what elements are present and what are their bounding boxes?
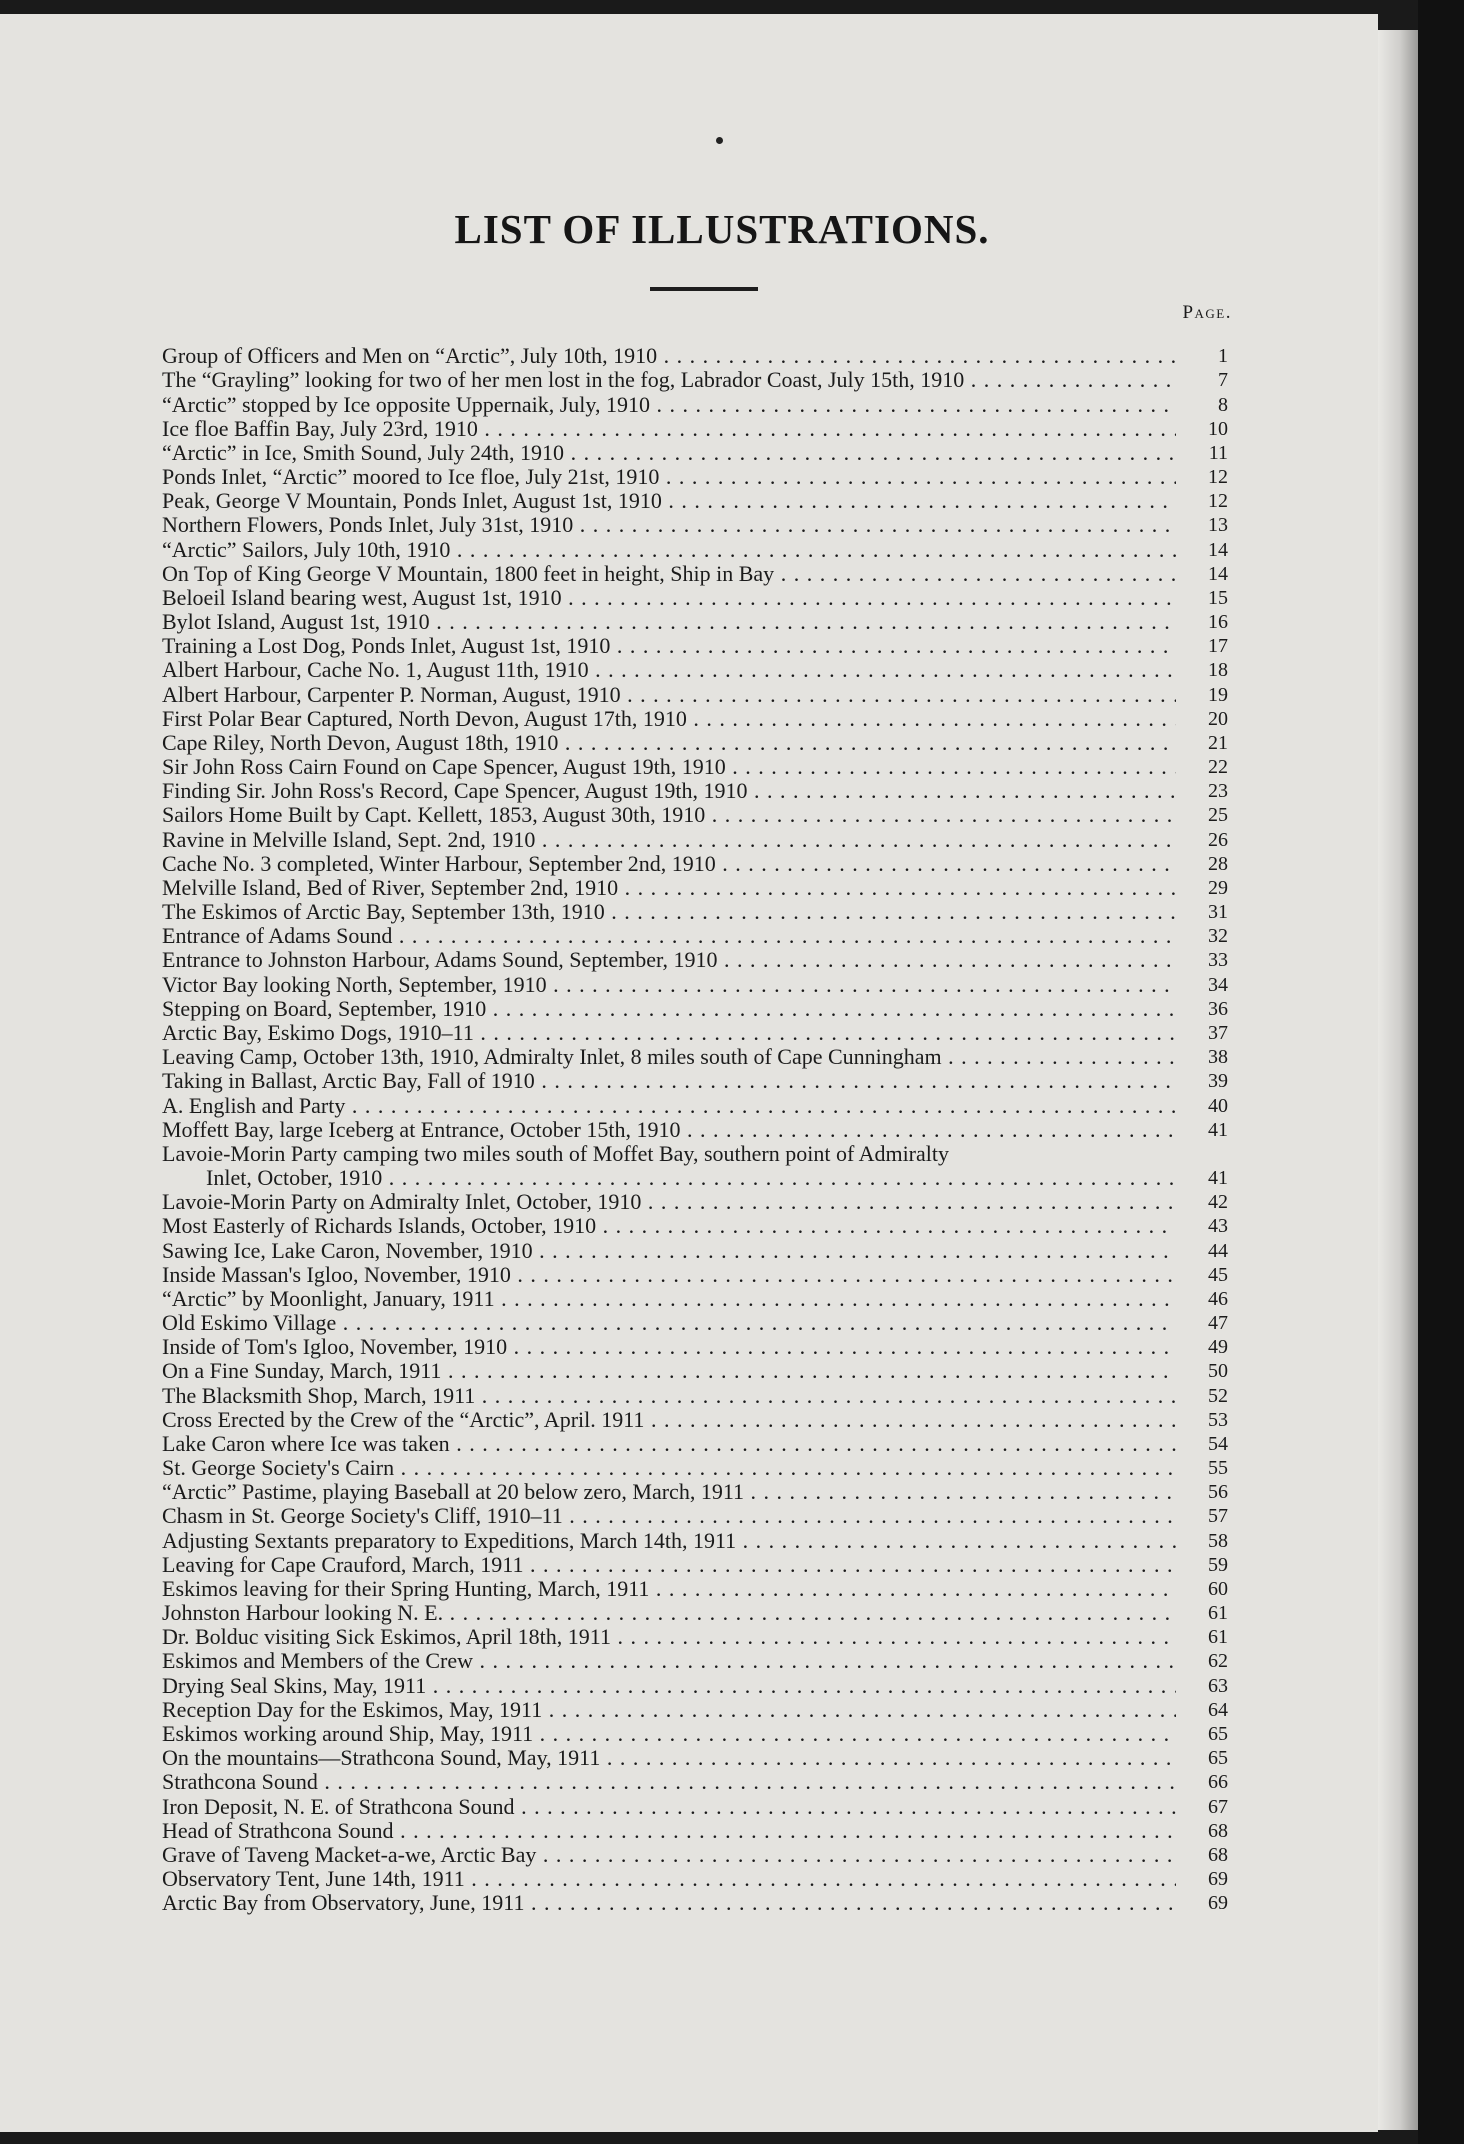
list-item	[162, 1287, 1228, 1311]
entry-caption-line-1: Lavoie-Morin Party camping two miles south of Moffet Bay, southern point of Admiralty	[162, 1142, 949, 1167]
entry-caption: Entrance of Adams Sound . . .	[162, 924, 1176, 948]
ink-dot	[716, 137, 723, 144]
list-item	[162, 513, 1228, 537]
entry-caption: Eskimos working around Ship, May, 1911 . . .	[162, 1722, 1176, 1746]
entry-caption: Training a Lost Dog, Ponds Inlet, August 1st, 1910 . . .	[162, 634, 1176, 658]
list-item	[162, 586, 1228, 610]
list-item	[162, 1118, 1228, 1142]
entry-caption: “Arctic” in Ice, Smith Sound, July 24th, 1910 . . .	[162, 441, 1176, 465]
list-item	[162, 1528, 1228, 1552]
list-item	[162, 852, 1228, 876]
entry-caption: Lavoie-Morin Party on Admiralty Inlet, October, 1910 . . .	[162, 1190, 1176, 1214]
entry-page-number: 43	[1208, 1215, 1228, 1238]
entry-caption: Albert Harbour, Cache No. 1, August 11th, 1910 . . .	[162, 658, 1176, 682]
list-item	[162, 1625, 1228, 1649]
entry-caption: Head of Strathcona Sound . . .	[162, 1819, 1176, 1843]
entry-page-number: 17	[1208, 635, 1228, 658]
entry-page-number: 55	[1208, 1457, 1228, 1480]
entry-caption: Adjusting Sextants preparatory to Expeditions, March 14th, 1911 . . .	[162, 1529, 1176, 1553]
entry-page-number: 12	[1208, 490, 1228, 513]
entry-page-number: 61	[1208, 1602, 1228, 1625]
list-item	[162, 1891, 1228, 1915]
list-item	[162, 344, 1228, 368]
entry-page-number: 49	[1208, 1336, 1228, 1359]
list-item	[162, 707, 1228, 731]
entry-page-number: 65	[1208, 1722, 1228, 1745]
list-item	[162, 1021, 1228, 1045]
entry-caption: Sawing Ice, Lake Caron, November, 1910 . . .	[162, 1239, 1176, 1263]
entry-page-number: 62	[1208, 1650, 1228, 1673]
list-item	[162, 1359, 1228, 1383]
list-item	[162, 779, 1228, 803]
entry-page-number: 61	[1208, 1626, 1228, 1649]
list-item	[162, 562, 1228, 586]
entry-page-number: 29	[1208, 876, 1228, 899]
page-column-heading: Page.	[1182, 302, 1232, 323]
entry-caption: Cross Erected by the Crew of the “Arctic”, April. 1911 . . .	[162, 1408, 1176, 1432]
entry-caption: Northern Flowers, Ponds Inlet, July 31st, 1910 . . .	[162, 513, 1176, 537]
entry-caption: Albert Harbour, Carpenter P. Norman, August, 1910 . . .	[162, 683, 1176, 707]
list-item	[162, 900, 1228, 924]
entry-caption: On the mountains—Strathcona Sound, May, 1911 . . .	[162, 1746, 1176, 1770]
entry-page-number: 68	[1208, 1819, 1228, 1842]
list-item	[162, 1190, 1228, 1214]
list-item	[162, 755, 1228, 779]
list-item	[162, 1794, 1228, 1818]
list-item	[162, 441, 1228, 465]
list-item	[162, 1238, 1228, 1262]
entry-page-number: 42	[1208, 1191, 1228, 1214]
entry-caption: Ravine in Melville Island, Sept. 2nd, 1910 . . .	[162, 828, 1176, 852]
entry-page-number: 65	[1208, 1747, 1228, 1770]
entry-page-number: 52	[1208, 1384, 1228, 1407]
entry-caption: Cache No. 3 completed, Winter Harbour, September 2nd, 1910 . . .	[162, 852, 1176, 876]
entry-caption: Ice floe Baffin Bay, July 23rd, 1910 . . .	[162, 417, 1176, 441]
entry-caption: On Top of King George V Mountain, 1800 feet in height, Ship in Bay . . .	[162, 562, 1176, 586]
list-item	[162, 537, 1228, 561]
entry-page-number: 26	[1208, 828, 1228, 851]
entry-caption: Inside of Tom's Igloo, November, 1910 . . .	[162, 1335, 1176, 1359]
list-item	[162, 1819, 1228, 1843]
entry-page-number: 59	[1208, 1553, 1228, 1576]
entry-caption: Most Easterly of Richards Islands, October, 1910 . . .	[162, 1214, 1176, 1238]
entry-caption: First Polar Bear Captured, North Devon, August 17th, 1910 . . .	[162, 707, 1176, 731]
entry-page-number: 20	[1208, 707, 1228, 730]
entry-caption: “Arctic” Pastime, playing Baseball at 20 below zero, March, 1911 . . .	[162, 1480, 1176, 1504]
list-item	[162, 1553, 1228, 1577]
entry-page-number: 34	[1208, 973, 1228, 996]
list-item	[162, 827, 1228, 851]
list-item	[162, 1069, 1228, 1093]
list-item	[162, 1577, 1228, 1601]
entry-page-number: 46	[1208, 1287, 1228, 1310]
list-item	[162, 1480, 1228, 1504]
list-item	[162, 1142, 1228, 1190]
list-item	[162, 658, 1228, 682]
entry-caption: Dr. Bolduc visiting Sick Eskimos, April 18th, 1911 . . .	[162, 1625, 1176, 1649]
list-item	[162, 731, 1228, 755]
entry-page-number: 1	[1218, 345, 1228, 368]
entry-caption: Leaving Camp, October 13th, 1910, Admiralty Inlet, 8 miles south of Cape Cunningham . . .	[162, 1045, 1176, 1069]
entry-page-number: 15	[1208, 586, 1228, 609]
entry-page-number: 68	[1208, 1843, 1228, 1866]
list-item	[162, 1408, 1228, 1432]
entry-page-number: 11	[1208, 441, 1228, 464]
entry-page-number: 25	[1208, 804, 1228, 827]
entry-caption: Victor Bay looking North, September, 1910 . . .	[162, 973, 1176, 997]
illustrations-list	[162, 344, 1228, 1915]
entry-page-number: 40	[1208, 1094, 1228, 1117]
entry-caption: Ponds Inlet, “Arctic” moored to Ice floe, July 21st, 1910 . . .	[162, 465, 1176, 489]
entry-page-number: 37	[1208, 1021, 1228, 1044]
list-item	[162, 1649, 1228, 1673]
entry-caption: Sir John Ross Cairn Found on Cape Spencer, August 19th, 1910 . . .	[162, 755, 1176, 779]
entry-caption: Grave of Taveng Macket-a-we, Arctic Bay . . .	[162, 1843, 1176, 1867]
entry-caption-line-2: Inlet, October, 1910 . . .	[162, 1166, 1176, 1190]
entry-caption: Drying Seal Skins, May, 1911 . . .	[162, 1674, 1176, 1698]
entry-page-number: 38	[1208, 1046, 1228, 1069]
list-item	[162, 1698, 1228, 1722]
entry-page-number: 32	[1208, 925, 1228, 948]
list-item	[162, 1746, 1228, 1770]
entry-caption: Eskimos leaving for their Spring Hunting, March, 1911 . . .	[162, 1577, 1176, 1601]
entry-caption: Observatory Tent, June 14th, 1911 . . .	[162, 1867, 1176, 1891]
entry-caption: The Blacksmith Shop, March, 1911 . . .	[162, 1384, 1176, 1408]
entry-caption: Iron Deposit, N. E. of Strathcona Sound . . .	[162, 1795, 1176, 1819]
list-item	[162, 1601, 1228, 1625]
entry-page-number: 53	[1208, 1408, 1228, 1431]
entry-page-number: 69	[1208, 1892, 1228, 1915]
entry-page-number: 16	[1208, 611, 1228, 634]
entry-page-number: 44	[1208, 1239, 1228, 1262]
list-item	[162, 1311, 1228, 1335]
entry-page-number: 33	[1208, 949, 1228, 972]
entry-page-number: 64	[1208, 1698, 1228, 1721]
list-item	[162, 1722, 1228, 1746]
list-item	[162, 392, 1228, 416]
entry-page-number: 23	[1208, 780, 1228, 803]
entry-caption: “Arctic” by Moonlight, January, 1911 . . .	[162, 1287, 1176, 1311]
list-item	[162, 1263, 1228, 1287]
entry-caption: Eskimos and Members of the Crew . . .	[162, 1649, 1176, 1673]
entry-page-number: 39	[1208, 1070, 1228, 1093]
list-item	[162, 1843, 1228, 1867]
entry-caption: Arctic Bay from Observatory, June, 1911 . . .	[162, 1891, 1176, 1915]
entry-page-number: 13	[1208, 514, 1228, 537]
entry-page-number: 57	[1208, 1505, 1228, 1528]
book-spine-shadow	[1378, 30, 1418, 2130]
entry-caption	[162, 1142, 1176, 1190]
entry-page-number: 69	[1208, 1868, 1228, 1891]
entry-caption: Beloeil Island bearing west, August 1st, 1910 . . .	[162, 586, 1176, 610]
list-item	[162, 1673, 1228, 1697]
entry-caption: Inside Massan's Igloo, November, 1910 . . .	[162, 1263, 1176, 1287]
entry-caption: Arctic Bay, Eskimo Dogs, 1910–11 . . .	[162, 1021, 1176, 1045]
entry-caption: Cape Riley, North Devon, August 18th, 1910 . . .	[162, 731, 1176, 755]
list-item	[162, 1432, 1228, 1456]
entry-page-number: 8	[1218, 393, 1228, 416]
entry-page-number: 22	[1208, 756, 1228, 779]
list-item	[162, 1335, 1228, 1359]
list-item	[162, 634, 1228, 658]
entry-page-number: 21	[1208, 731, 1228, 754]
entry-page-number: 10	[1208, 417, 1228, 440]
entry-page-number: 41	[1208, 1167, 1228, 1190]
entry-caption: Chasm in St. George Society's Cliff, 1910–11 . . .	[162, 1504, 1176, 1528]
entry-page-number: 28	[1208, 852, 1228, 875]
entry-caption: Group of Officers and Men on “Arctic”, July 10th, 1910 . . .	[162, 344, 1176, 368]
entry-page-number: 31	[1208, 901, 1228, 924]
entry-caption: “Arctic” stopped by Ice opposite Uppernaik, July, 1910 . . .	[162, 393, 1176, 417]
list-item	[162, 489, 1228, 513]
entry-caption: Strathcona Sound . . .	[162, 1770, 1176, 1794]
entry-page-number: 56	[1208, 1481, 1228, 1504]
list-item	[162, 610, 1228, 634]
entry-caption: St. George Society's Cairn . . .	[162, 1456, 1176, 1480]
entry-caption: Entrance to Johnston Harbour, Adams Sound, September, 1910 . . .	[162, 948, 1176, 972]
entry-caption: Lake Caron where Ice was taken . . .	[162, 1432, 1176, 1456]
entry-caption: Johnston Harbour looking N. E. . . .	[162, 1601, 1176, 1625]
entry-caption: Finding Sir. John Ross's Record, Cape Spencer, August 19th, 1910 . . .	[162, 779, 1176, 803]
list-item	[162, 948, 1228, 972]
list-item	[162, 1214, 1228, 1238]
entry-page-number: 50	[1208, 1360, 1228, 1383]
entry-caption: Taking in Ballast, Arctic Bay, Fall of 1910 . . .	[162, 1069, 1176, 1093]
entry-caption: “Arctic” Sailors, July 10th, 1910 . . .	[162, 538, 1176, 562]
list-item	[162, 682, 1228, 706]
list-item	[162, 876, 1228, 900]
entry-page-number: 45	[1208, 1263, 1228, 1286]
entry-page-number: 14	[1208, 562, 1228, 585]
entry-caption: The “Grayling” looking for two of her men lost in the fog, Labrador Coast, July 15th, 1910 . . .	[162, 368, 1176, 392]
entry-page-number: 54	[1208, 1432, 1228, 1455]
entry-page-number: 19	[1208, 683, 1228, 706]
entry-caption: Moffett Bay, large Iceberg at Entrance, October 15th, 1910 . . .	[162, 1118, 1176, 1142]
list-item	[162, 1770, 1228, 1794]
entry-page-number: 41	[1208, 1118, 1228, 1141]
list-item	[162, 1383, 1228, 1407]
list-item	[162, 1504, 1228, 1528]
entry-caption: The Eskimos of Arctic Bay, September 13th, 1910 . . .	[162, 900, 1176, 924]
entry-page-number: 63	[1208, 1674, 1228, 1697]
entry-caption: Bylot Island, August 1st, 1910 . . .	[162, 610, 1176, 634]
entry-caption: Sailors Home Built by Capt. Kellett, 1853, August 30th, 1910 . . .	[162, 803, 1176, 827]
page-title: LIST OF ILLUSTRATIONS.	[454, 206, 990, 252]
entry-caption: Old Eskimo Village . . .	[162, 1311, 1176, 1335]
list-item	[162, 924, 1228, 948]
scan-border	[1418, 0, 1464, 2144]
entry-page-number: 47	[1208, 1312, 1228, 1335]
entry-caption: Peak, George V Mountain, Ponds Inlet, August 1st, 1910 . . .	[162, 489, 1176, 513]
entry-page-number: 67	[1208, 1795, 1228, 1818]
entry-caption: On a Fine Sunday, March, 1911 . . .	[162, 1359, 1176, 1383]
entry-caption: Melville Island, Bed of River, September 2nd, 1910 . . .	[162, 876, 1176, 900]
title-rule	[650, 287, 758, 291]
entry-page-number: 14	[1208, 538, 1228, 561]
entry-page-number: 7	[1218, 369, 1228, 392]
entry-page-number: 18	[1208, 659, 1228, 682]
entry-page-number: 12	[1208, 466, 1228, 489]
entry-caption: Stepping on Board, September, 1910 . . .	[162, 997, 1176, 1021]
entry-page-number: 66	[1208, 1771, 1228, 1794]
list-item	[162, 1456, 1228, 1480]
list-item	[162, 417, 1228, 441]
list-item	[162, 465, 1228, 489]
entry-page-number: 58	[1208, 1529, 1228, 1552]
list-item	[162, 803, 1228, 827]
list-item	[162, 368, 1228, 392]
entry-caption: Leaving for Cape Crauford, March, 1911 . . .	[162, 1553, 1176, 1577]
list-item	[162, 972, 1228, 996]
entry-caption: Reception Day for the Eskimos, May, 1911 . . .	[162, 1698, 1176, 1722]
entry-caption: A. English and Party . . .	[162, 1094, 1176, 1118]
entry-page-number: 36	[1208, 997, 1228, 1020]
list-item	[162, 1045, 1228, 1069]
list-item	[162, 1093, 1228, 1117]
entry-page-number: 60	[1208, 1577, 1228, 1600]
list-item	[162, 997, 1228, 1021]
list-item	[162, 1867, 1228, 1891]
